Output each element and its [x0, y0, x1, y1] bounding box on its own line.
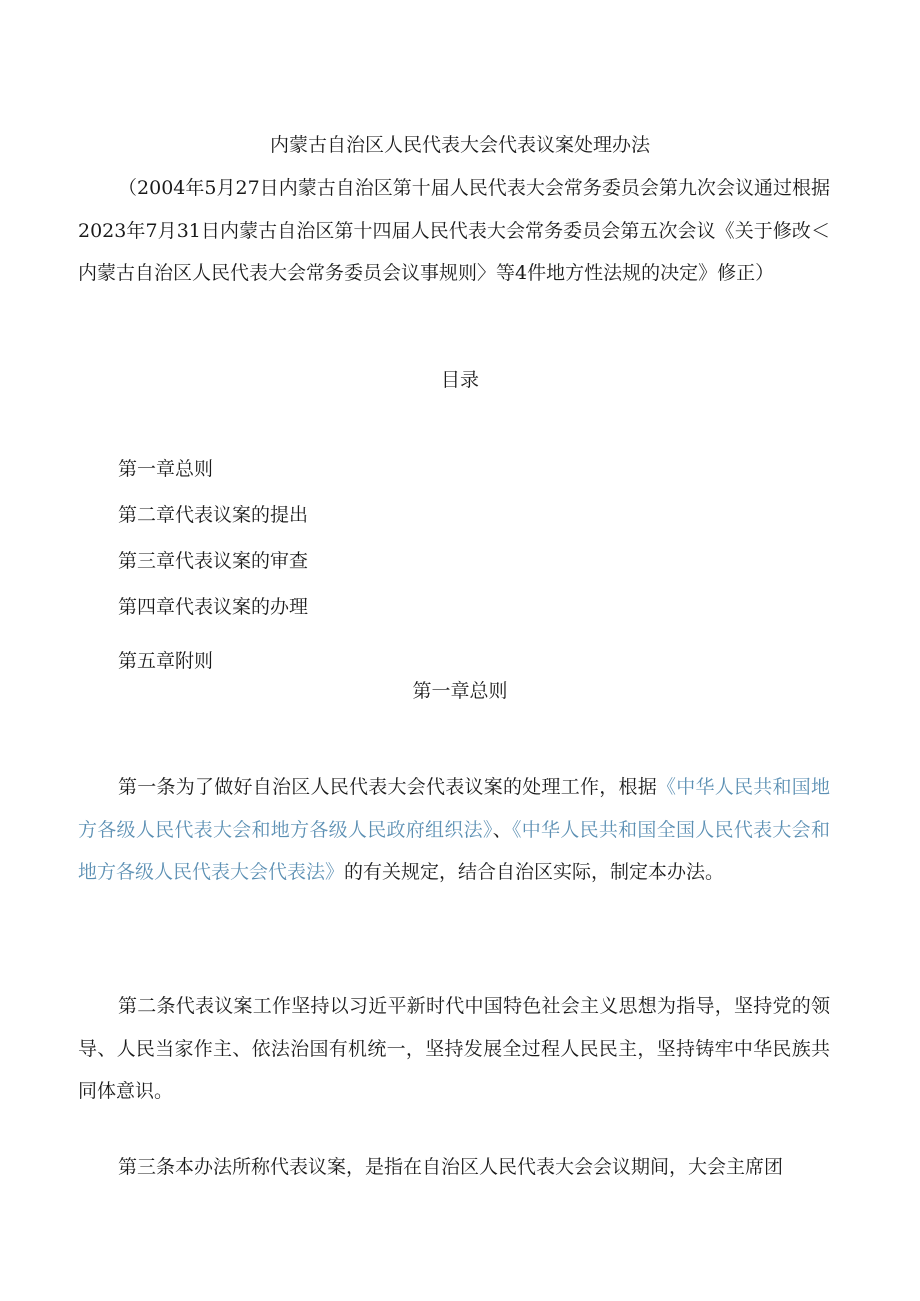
- article-1-separator: 、: [492, 818, 512, 841]
- law-reference-link-1[interactable]: 《中华人民共和国地方各级人民代表大会和地方各级人民政府组织法》: [78, 776, 830, 841]
- toc-item-chapter-2[interactable]: 第二章代表议案的提出: [118, 504, 309, 526]
- toc-item-chapter-3[interactable]: 第三章代表议案的审查: [118, 550, 309, 572]
- preamble-paragraph: （2004年5月27日内蒙古自治区第十届人民代表大会常务委员会第九次会议通过根据2023年7月31日内蒙古自治区第十四届人民代表大会常务委员会第五次会议《关于修改＜内蒙古自治区人民代表大会常务委员会议事规则〉等4件地方性法规的决定》修正）: [78, 177, 830, 284]
- article-2-paragraph: 第二条代表议案工作坚持以习近平新时代中国特色社会主义思想为指导，坚持党的领导、人民当家作主、依法治国有机统一，坚持发展全过程人民民主，坚持铸牢中华民族共同体意识。: [78, 995, 830, 1102]
- toc-heading: 目录: [440, 369, 479, 391]
- law-reference-link-2[interactable]: 《中华人民共和国全国人民代表大会和地方各级人民代表大会代表法》: [78, 818, 830, 883]
- chapter-1-heading: 第一章总则: [412, 680, 508, 702]
- article-1-paragraph: [78, 766, 830, 894]
- toc-item-chapter-5[interactable]: 第五章附则: [118, 650, 214, 672]
- article-1-text-after: 的有关规定，结合自治区实际，制定本办法。: [344, 861, 725, 883]
- document-title: 内蒙古自治区人民代表大会代表议案处理办法: [269, 134, 650, 156]
- article-1-text-before: 第一条为了做好自治区人民代表大会代表议案的处理工作，根据: [118, 776, 657, 798]
- article-3-paragraph: 第三条本办法所称代表议案，是指在自治区人民代表大会会议期间，大会主席团: [118, 1156, 784, 1178]
- toc-item-chapter-1[interactable]: 第一章总则: [118, 458, 214, 480]
- toc-item-chapter-4[interactable]: 第四章代表议案的办理: [118, 596, 309, 618]
